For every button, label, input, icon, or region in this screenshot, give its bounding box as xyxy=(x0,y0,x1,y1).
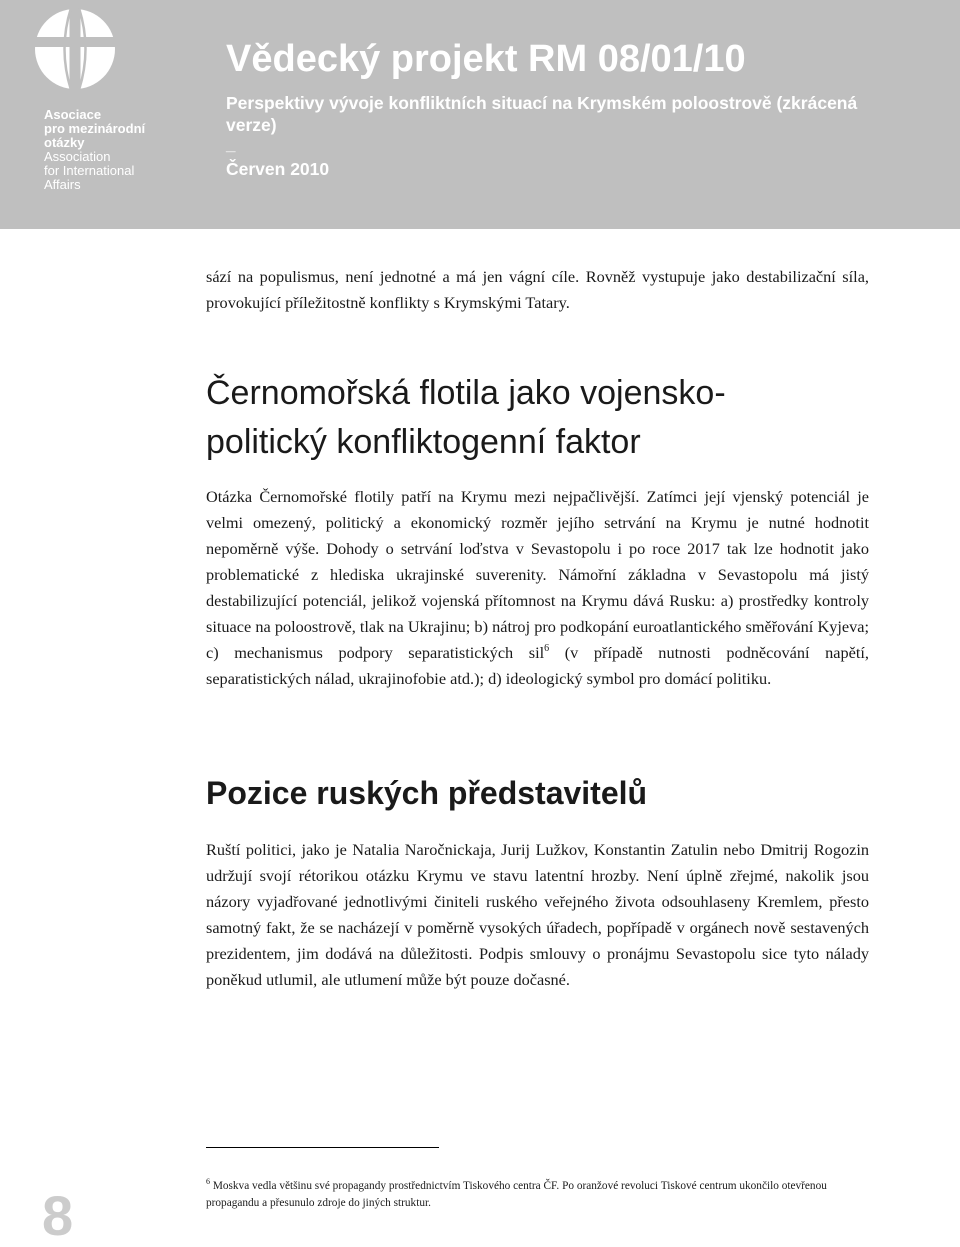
footnote-divider xyxy=(206,1147,439,1148)
footnote-number: 6 xyxy=(206,1177,210,1186)
fleet-paragraph xyxy=(206,484,869,692)
section-heading-russian-officials: Pozice ruských představitelů xyxy=(206,775,648,811)
org-line: pro mezinárodní xyxy=(44,121,146,136)
org-line: for International xyxy=(44,163,135,178)
officials-paragraph: Ruští politici, jako je Natalia Naročnickaja, Jurij Lužkov, Konstantin Zatulin nebo Dmitrij Rogozin udržují svojí rétorikou otázku Krymu ve stavu latentní hrozby. Není úplně zřejmé, nakolik jsou názory vyjadřované jednotlivými činiteli ruského veřejného života odsouhlaseny Kremlem, přesto samotný fakt, že se nacházejí v poměrně vysokých úřadech, popřípadě v orgánech nově sestavených prezidentem, jim dodává na důležitosti. Podpis smlouvy o pronájmu Sevastopolu sice tyto nálady poněkud utlumil, ale utlumení může být pouze dočasné. xyxy=(206,840,869,989)
page-number: 8 xyxy=(42,1184,74,1247)
heading-line: Černomořská flotila jako vojensko- xyxy=(206,374,726,412)
intro-paragraph: sází na populismus, není jednotné a má jen vágní cíle. Rovněž vystupuje jako destabilizační síla, provokující příležitostně konflikty s Krymskými Tatary. xyxy=(206,267,869,312)
org-line: Association xyxy=(44,149,111,164)
project-title: Vědecký projekt RM 08/01/10 xyxy=(226,38,746,80)
org-line: Asociace xyxy=(44,107,102,122)
footnote-reference[interactable]: 6 xyxy=(544,643,550,654)
intro-block xyxy=(206,264,869,316)
header-dash: _ xyxy=(226,135,236,154)
project-subtitle: Perspektivy vývoje konfliktních situací na Krymském poloostrově (zkrácená verze) xyxy=(226,93,858,135)
section-fleet xyxy=(206,369,869,467)
organization-name xyxy=(44,108,145,192)
section-fleet-body xyxy=(206,484,869,692)
fleet-text-part: (v případě nutnosti podněcování napětí, separatistických nálad, ukrajinofobie atd.); d) ideologický symbol pro domácí politiku. xyxy=(206,643,869,688)
fleet-text-part: Otázka Černomořské flotily patří na Krymu mezi nejpačlivější. Zatímci její vjenský potenciál je velmi omezený, politický a ekonomický rozměr jejího setrvání na Krymu je nutné hodnotit nepoměrně výše. Dohody o setrvání loďstva v Sevastopolu i po roce 2017 tak lze hodnotit jako problematické z hlediska ukrajinské suverenity. Námořní základna v Sevastopolu má jistý destabilizující potenciál, jelikož vojenská přítomnost na Krymu dává Rusku: a) prostředky kontroly situace na poloostrově, tlak na Ukrajinu; b) nátroj pro podkopání euroatlantického směřování Kyjeva; c) mechanismus podpory separatistických sil xyxy=(206,487,869,662)
section-russian-officials xyxy=(206,773,869,813)
section-russian-officials-body xyxy=(206,837,869,993)
globe-cross-logo-icon xyxy=(30,4,120,94)
footnote xyxy=(206,1178,869,1212)
heading-line: politický konfliktogenní faktor xyxy=(206,423,641,461)
footnote-text: Moskva vedla většinu své propagandy prostřednictvím Tiskového centra ČF. Po oranžové revoluci Tiskové centrum ukončilo otevřenou propagandu a přesunulo zdroje do jiných struktur. xyxy=(206,1180,827,1209)
org-line: Affairs xyxy=(44,177,81,192)
page-header xyxy=(0,0,960,229)
project-date: Červen 2010 xyxy=(226,159,330,179)
section-heading-fleet xyxy=(206,369,869,467)
org-line: otázky xyxy=(44,135,85,150)
